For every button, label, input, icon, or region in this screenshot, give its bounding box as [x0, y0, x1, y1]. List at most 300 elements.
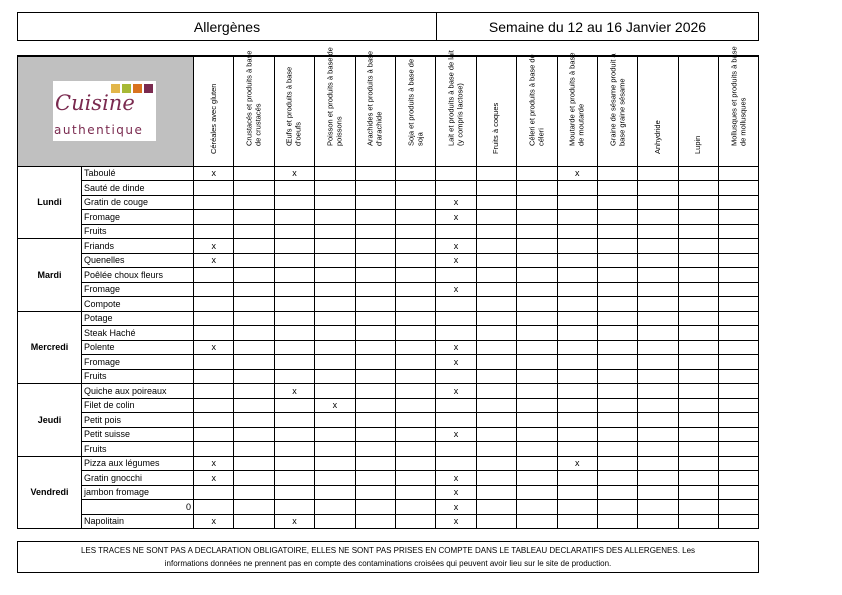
allergen-mark	[395, 195, 435, 210]
allergen-mark: x	[194, 253, 234, 268]
allergen-mark	[678, 210, 718, 225]
allergen-mark	[597, 500, 637, 515]
allergen-mark	[638, 384, 678, 399]
allergen-header-label: Graine de sésame produit à base graine sésame	[608, 53, 626, 146]
allergen-mark	[315, 326, 355, 341]
allergen-mark	[517, 268, 557, 283]
allergen-mark	[476, 427, 516, 442]
allergen-mark	[274, 326, 314, 341]
allergen-header	[355, 50, 395, 166]
allergen-header	[315, 46, 355, 166]
allergen-mark	[395, 210, 435, 225]
table-row	[18, 485, 759, 500]
allergen-mark	[395, 239, 435, 254]
allergen-mark	[274, 181, 314, 196]
allergen-mark	[638, 181, 678, 196]
dish-name: Sauté de dinde	[82, 181, 194, 196]
allergen-mark: x	[436, 384, 476, 399]
allergen-mark	[234, 181, 274, 196]
day-label: Mercredi	[18, 311, 82, 384]
allergen-mark	[638, 239, 678, 254]
allergen-mark	[355, 355, 395, 370]
allergen-mark	[315, 195, 355, 210]
allergen-mark	[719, 340, 759, 355]
table-row	[18, 210, 759, 225]
allergen-mark	[355, 166, 395, 181]
dish-name: Fruits	[82, 442, 194, 457]
allergen-mark	[194, 326, 234, 341]
dish-name: Fromage	[82, 210, 194, 225]
allergen-mark	[638, 297, 678, 312]
allergen-mark	[194, 398, 234, 413]
allergen-mark	[234, 384, 274, 399]
table-row	[18, 239, 759, 254]
allergen-mark	[476, 384, 516, 399]
allergen-mark	[597, 166, 637, 181]
allergen-mark	[194, 210, 234, 225]
allergen-header-label: Céréales avec gluten	[208, 83, 218, 155]
allergen-mark	[395, 340, 435, 355]
allergen-mark	[678, 253, 718, 268]
allergen-header	[274, 56, 314, 166]
allergen-mark	[597, 413, 637, 428]
allergen-mark	[274, 297, 314, 312]
table-row	[18, 413, 759, 428]
allergen-mark	[315, 224, 355, 239]
allergen-mark	[678, 500, 718, 515]
allergen-mark	[638, 268, 678, 283]
allergen-mark: x	[194, 239, 234, 254]
allergen-mark	[355, 297, 395, 312]
allergen-mark	[517, 427, 557, 442]
allergen-mark	[678, 369, 718, 384]
allergen-mark	[395, 311, 435, 326]
allergen-mark	[557, 326, 597, 341]
allergen-mark	[234, 268, 274, 283]
table-row	[18, 282, 759, 297]
allergen-mark	[194, 297, 234, 312]
allergen-mark	[597, 181, 637, 196]
allergen-mark	[517, 340, 557, 355]
allergen-mark	[678, 224, 718, 239]
allergen-mark	[274, 413, 314, 428]
dish-name: Fromage	[82, 355, 194, 370]
allergen-mark: x	[274, 514, 314, 529]
allergen-mark	[557, 181, 597, 196]
allergen-mark	[315, 297, 355, 312]
allergen-mark	[678, 297, 718, 312]
allergen-mark	[476, 268, 516, 283]
allergen-header-label: Lupin	[693, 135, 703, 155]
allergen-mark	[315, 239, 355, 254]
week-label: Semaine du 12 au 16 Janvier 2026	[436, 12, 759, 41]
allergen-mark	[517, 297, 557, 312]
table-row	[18, 253, 759, 268]
allergen-mark	[274, 224, 314, 239]
allergen-mark	[355, 326, 395, 341]
allergen-mark	[395, 282, 435, 297]
allergen-mark	[315, 340, 355, 355]
dish-name: 0	[82, 500, 194, 515]
allergen-mark	[194, 500, 234, 515]
allergen-mark	[234, 456, 274, 471]
allergen-mark	[638, 195, 678, 210]
allergen-mark	[234, 282, 274, 297]
allergen-mark	[476, 297, 516, 312]
day-label: Mardi	[18, 239, 82, 312]
table-row	[18, 471, 759, 486]
allergen-mark	[395, 485, 435, 500]
allergen-mark	[315, 456, 355, 471]
allergen-mark	[315, 514, 355, 529]
allergen-mark	[678, 456, 718, 471]
allergen-mark	[719, 181, 759, 196]
allergen-mark	[274, 442, 314, 457]
allergen-mark	[517, 253, 557, 268]
dish-name: jambon fromage	[82, 485, 194, 500]
allergen-mark	[234, 355, 274, 370]
allergen-mark	[194, 427, 234, 442]
allergen-mark	[719, 514, 759, 529]
allergen-mark	[597, 369, 637, 384]
allergen-mark	[395, 181, 435, 196]
allergen-header	[638, 56, 678, 166]
allergen-mark	[719, 398, 759, 413]
table-row	[18, 224, 759, 239]
table-row	[18, 427, 759, 442]
allergen-mark	[719, 282, 759, 297]
allergen-mark: x	[436, 282, 476, 297]
allergen-mark	[194, 181, 234, 196]
allergen-mark	[476, 239, 516, 254]
allergen-mark	[194, 195, 234, 210]
allergen-header	[678, 56, 718, 166]
allergen-mark	[638, 369, 678, 384]
allergen-mark	[234, 427, 274, 442]
allergen-mark: x	[315, 398, 355, 413]
allergen-mark	[476, 326, 516, 341]
allergen-mark	[234, 297, 274, 312]
allergen-header-label: Fruits à coques	[491, 102, 501, 155]
allergen-mark	[274, 253, 314, 268]
allergen-mark: x	[274, 166, 314, 181]
allergen-mark	[557, 311, 597, 326]
allergen-mark	[476, 471, 516, 486]
allergen-mark: x	[436, 500, 476, 515]
allergen-mark	[436, 311, 476, 326]
allergen-mark	[638, 340, 678, 355]
allergen-mark	[597, 471, 637, 486]
allergen-mark	[597, 355, 637, 370]
allergen-mark	[234, 253, 274, 268]
allergen-mark	[355, 181, 395, 196]
table-row	[18, 500, 759, 515]
cuisine-authentique-logo	[53, 81, 156, 141]
allergen-mark	[476, 340, 516, 355]
allergen-mark	[234, 500, 274, 515]
allergen-mark	[274, 210, 314, 225]
allergen-mark	[517, 485, 557, 500]
allergen-mark	[395, 471, 435, 486]
allergen-mark	[355, 340, 395, 355]
dish-name: Taboulé	[82, 166, 194, 181]
allergen-mark	[194, 384, 234, 399]
allergen-mark	[436, 442, 476, 457]
allergen-mark	[638, 442, 678, 457]
allergen-mark	[719, 369, 759, 384]
allergen-mark	[638, 355, 678, 370]
table-row	[18, 456, 759, 471]
allergen-mark	[597, 427, 637, 442]
allergen-header	[719, 46, 759, 166]
allergen-header	[517, 56, 557, 166]
table-row	[18, 268, 759, 283]
allergen-mark	[517, 413, 557, 428]
allergen-mark	[638, 210, 678, 225]
allergen-mark	[638, 485, 678, 500]
allergen-mark: x	[194, 471, 234, 486]
allergen-mark	[678, 195, 718, 210]
table-row	[18, 514, 759, 529]
allergen-header	[436, 49, 476, 166]
allergen-mark	[557, 355, 597, 370]
allergen-mark	[315, 413, 355, 428]
allergen-mark	[315, 311, 355, 326]
allergen-mark	[678, 485, 718, 500]
allergen-mark	[678, 181, 718, 196]
traces-disclaimer	[17, 541, 759, 573]
allergen-mark	[557, 210, 597, 225]
allergen-mark	[395, 456, 435, 471]
allergen-mark	[597, 297, 637, 312]
day-label: Lundi	[18, 166, 82, 239]
allergen-mark	[274, 398, 314, 413]
allergen-mark	[234, 239, 274, 254]
logo-cell	[18, 56, 194, 166]
allergen-mark	[274, 485, 314, 500]
allergen-mark	[597, 282, 637, 297]
allergen-mark	[517, 181, 557, 196]
allergen-mark	[719, 311, 759, 326]
allergen-mark	[638, 456, 678, 471]
allergen-mark	[274, 195, 314, 210]
allergen-mark: x	[194, 514, 234, 529]
dish-name: Fruits	[82, 224, 194, 239]
allergen-mark	[274, 456, 314, 471]
allergen-mark	[517, 471, 557, 486]
allergen-mark	[436, 268, 476, 283]
dish-name: Potage	[82, 311, 194, 326]
allergen-mark	[194, 413, 234, 428]
table-row	[18, 398, 759, 413]
allergen-mark	[678, 355, 718, 370]
dish-name: Napolitain	[82, 514, 194, 529]
allergen-mark	[315, 427, 355, 442]
allergen-mark	[476, 398, 516, 413]
allergen-mark	[638, 166, 678, 181]
allergen-mark	[517, 282, 557, 297]
allergen-mark	[597, 514, 637, 529]
allergen-mark	[476, 456, 516, 471]
allergen-mark	[315, 369, 355, 384]
allergen-mark	[597, 398, 637, 413]
table-row	[18, 384, 759, 399]
dish-name: Polente	[82, 340, 194, 355]
allergen-mark: x	[436, 195, 476, 210]
allergen-mark: x	[436, 239, 476, 254]
allergen-mark	[476, 311, 516, 326]
allergen-mark	[274, 355, 314, 370]
allergen-mark	[638, 471, 678, 486]
allergen-mark	[557, 297, 597, 312]
allergen-mark	[719, 500, 759, 515]
allergen-mark	[355, 268, 395, 283]
allergen-mark	[476, 181, 516, 196]
allergen-mark	[234, 340, 274, 355]
allergen-mark	[678, 326, 718, 341]
allergen-mark	[719, 297, 759, 312]
allergen-mark	[274, 500, 314, 515]
table-row	[18, 195, 759, 210]
allergen-mark	[678, 340, 718, 355]
allergen-mark	[234, 514, 274, 529]
allergen-mark	[517, 195, 557, 210]
disclaimer-line-1: LES TRACES NE SONT PAS A DECLARATION OBLIGATOIRE, ELLES NE SONT PAS PRISES EN COMPTE DANS LE TABLEAU DECLARATIFS DES ALLERGENES. Les	[80, 546, 696, 555]
allergen-mark: x	[557, 166, 597, 181]
dish-name: Gratin de couge	[82, 195, 194, 210]
dish-name: Poêlée choux fleurs	[82, 268, 194, 283]
allergen-mark	[517, 210, 557, 225]
allergen-mark	[476, 500, 516, 515]
table-row	[18, 326, 759, 341]
allergen-mark: x	[436, 210, 476, 225]
allergen-mark	[194, 369, 234, 384]
allergen-mark	[678, 282, 718, 297]
allergen-mark	[194, 442, 234, 457]
allergen-mark: x	[436, 340, 476, 355]
allergen-mark	[395, 514, 435, 529]
allergen-mark	[274, 369, 314, 384]
allergen-mark	[436, 456, 476, 471]
table-row	[18, 166, 759, 181]
allergen-mark	[678, 442, 718, 457]
day-label: Jeudi	[18, 384, 82, 457]
allergen-mark	[436, 181, 476, 196]
allergen-mark	[355, 514, 395, 529]
allergen-mark	[638, 326, 678, 341]
allergen-mark	[476, 369, 516, 384]
allergen-mark	[719, 239, 759, 254]
allergen-mark	[719, 326, 759, 341]
allergen-mark	[194, 268, 234, 283]
allergen-mark	[355, 442, 395, 457]
table-row	[18, 311, 759, 326]
allergen-header-label: Crustacés et produits à base de crustacés	[244, 50, 263, 146]
allergen-mark	[355, 471, 395, 486]
allergen-header-label: Mollusques et produits à base de mollusques	[729, 46, 747, 146]
allergen-mark	[597, 224, 637, 239]
allergen-mark	[194, 224, 234, 239]
dish-name: Fruits	[82, 369, 194, 384]
allergen-mark	[557, 282, 597, 297]
allergen-mark	[436, 297, 476, 312]
day-label: Vendredi	[18, 456, 82, 529]
allergen-mark	[395, 384, 435, 399]
allergen-mark	[395, 369, 435, 384]
allergen-mark	[678, 471, 718, 486]
allergen-mark	[517, 500, 557, 515]
allergen-header-label: Lait et produits à base de lait (y compris lactose)	[446, 49, 465, 146]
table-row	[18, 181, 759, 196]
allergen-mark	[315, 355, 355, 370]
allergen-mark	[719, 355, 759, 370]
allergen-mark	[719, 384, 759, 399]
allergen-mark	[234, 224, 274, 239]
allergen-mark	[557, 485, 597, 500]
allergen-mark	[678, 514, 718, 529]
allergen-header-label: Anhydride	[652, 120, 662, 155]
allergen-mark	[234, 166, 274, 181]
allergen-mark	[597, 456, 637, 471]
allergen-mark	[395, 268, 435, 283]
allergen-mark	[557, 500, 597, 515]
allergen-mark	[315, 485, 355, 500]
allergen-mark	[719, 166, 759, 181]
allergen-mark	[274, 311, 314, 326]
allergen-header	[395, 56, 435, 166]
allergen-mark	[638, 514, 678, 529]
allergen-mark	[355, 384, 395, 399]
allergen-mark	[638, 311, 678, 326]
allergen-mark	[517, 456, 557, 471]
allergen-mark	[678, 166, 718, 181]
allergen-mark	[719, 442, 759, 457]
allergen-mark	[719, 195, 759, 210]
allergen-mark	[638, 413, 678, 428]
allergen-mark	[355, 253, 395, 268]
allergen-mark	[719, 268, 759, 283]
disclaimer-line-2: informations données ne prennent pas en compte des contaminations croisées qui peuvent avoir lieu sur le site de production.	[164, 559, 612, 568]
allergen-header-label: Poisson et produits à base de poissons	[325, 46, 343, 146]
allergen-mark	[597, 311, 637, 326]
allergen-mark	[719, 224, 759, 239]
allergen-mark	[395, 224, 435, 239]
allergen-mark: x	[274, 384, 314, 399]
allergen-mark	[517, 398, 557, 413]
table-row	[18, 442, 759, 457]
allergen-mark	[517, 442, 557, 457]
allergen-mark	[517, 166, 557, 181]
allergen-mark	[355, 427, 395, 442]
allergen-mark	[315, 253, 355, 268]
allergen-mark	[719, 253, 759, 268]
allergen-mark	[234, 210, 274, 225]
allergen-mark	[395, 500, 435, 515]
allergen-mark	[517, 514, 557, 529]
allergen-mark	[678, 413, 718, 428]
allergen-mark	[315, 268, 355, 283]
allergen-mark	[476, 224, 516, 239]
allergen-mark	[355, 456, 395, 471]
allergen-mark	[355, 311, 395, 326]
allergen-mark	[476, 195, 516, 210]
allergen-mark	[355, 398, 395, 413]
allergen-mark: x	[194, 456, 234, 471]
allergen-table	[17, 46, 759, 529]
allergen-mark	[315, 384, 355, 399]
allergen-mark	[436, 413, 476, 428]
allergen-mark	[597, 210, 637, 225]
